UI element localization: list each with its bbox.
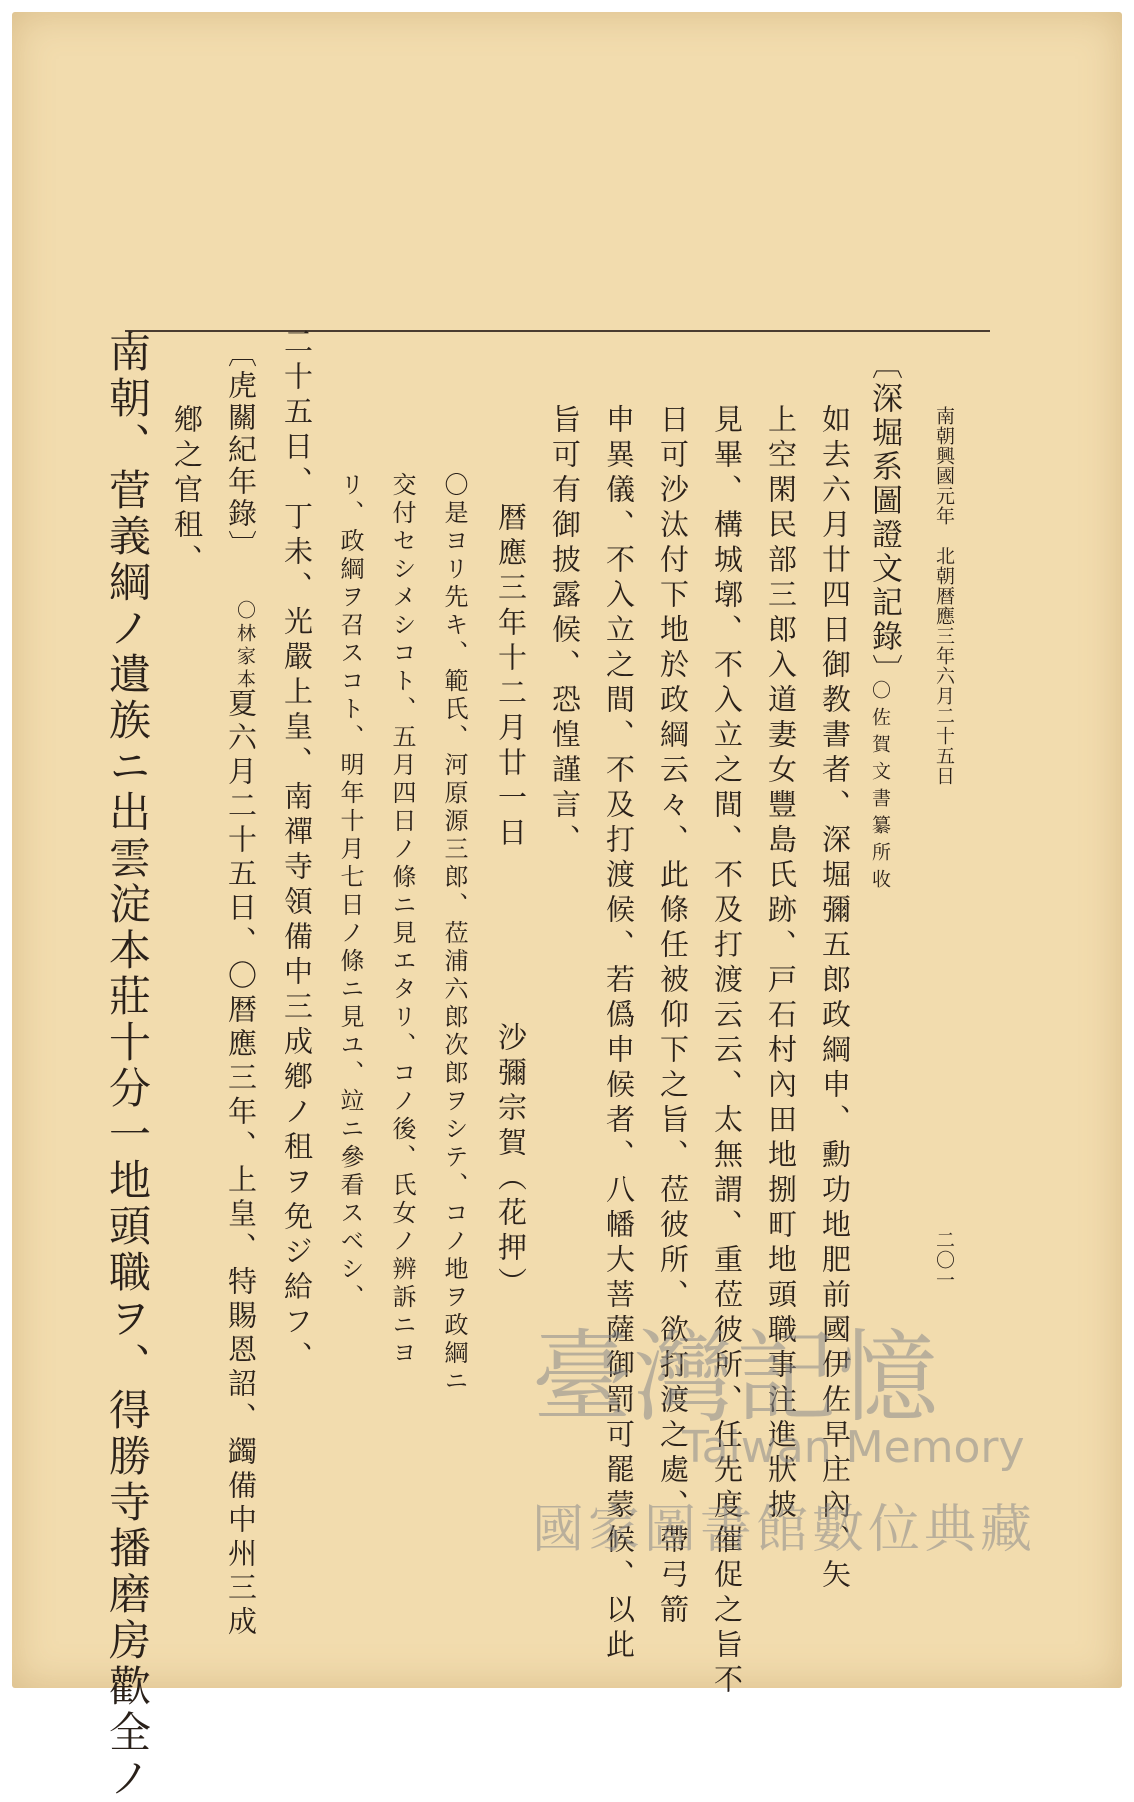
text-column: 如去六月廿四日御教書者、深堀彌五郎政綱申、勳功地肥前國伊佐早庄內、矢 [818,404,852,1594]
entry-heading: 南朝、菅義綱ノ遺族ニ出雲淀本莊十分一地頭職ヲ、得勝寺播磨房歡全ノ [103,330,152,1802]
annotation-column: リ、政綱ヲ召スコト、明年十月七日ノ條ニ見ユ、竝ニ參看スベシ、 [336,472,364,1312]
watermark-script: 臺灣記憶 [532,1319,940,1436]
annotation-column: 交付セシメシコト、五月四日ノ條ニ見エタリ、コノ後、氏女ノ辨訴ニヨ [388,472,416,1368]
text-column: 夏六月二十五日、〇暦應三年、上皇、特賜恩詔、蠲備中州三成 [224,688,258,1640]
text-column: 鄕之官租、 [170,404,204,579]
signature-line: 沙彌宗賀（花押） [494,1022,528,1302]
text-column: 上空閑民部三郎入道妻女豐島氏跡、戸石村內田地捌町地頭職事注進狀披 [764,404,798,1524]
header-rule [125,330,990,332]
document-page [12,12,1122,1802]
text-column: 旨可有御披露候、恐惶謹言、 [548,404,582,859]
running-title: 南朝興國元年 北朝暦應三年六月二十五日 [933,406,955,786]
entry-heading: 二十五日、丁未、光嚴上皇、南禪寺領備中三成鄕ノ租ヲ免ジ給フ、 [280,326,314,1376]
text-column: 日可沙汰付下地於政綱云々、此條任被仰下之旨、莅彼所、欲打渡之處、帶弓箭 [656,404,690,1629]
source-note: 〇林家本 [234,600,256,692]
source-title: 〔深堀系圖證文記錄〕 [866,348,902,688]
watermark-institution: 國家圖書館數位典藏 [532,1500,1037,1560]
text-column: 申異儀、不入立之間、不及打渡候、若僞申候者、八幡大菩薩御罰可罷蒙候、以此 [602,404,636,1664]
source-title: 〔虎關紀年錄〕 [224,338,258,562]
watermark [532,1297,1052,1577]
watermark-english: Taiwan Memory [682,1422,1025,1473]
source-note: 〇佐賀文書纂所收 [869,680,891,896]
date-line: 暦應三年十二月廿一日 [494,502,528,852]
annotation-column: 〇是ヨリ先キ、範氏、河原源三郎、莅浦六郎次郎ヲシテ、コノ地ヲ政綱ニ [440,472,468,1396]
page-number: 二〇一 [933,1230,955,1290]
text-column: 見畢、構城墎、不入立之間、不及打渡云云、太無謂、重莅彼所、任先度催促之旨不 [710,404,744,1699]
